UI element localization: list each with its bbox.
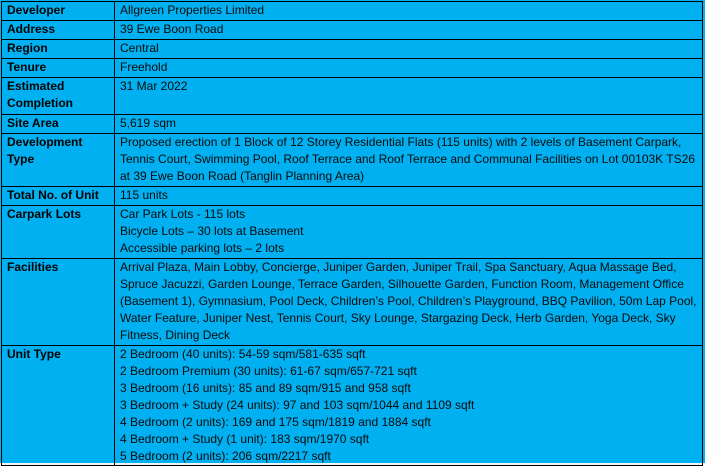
row-development-type: [2, 134, 703, 187]
row-label: Development Type: [2, 134, 115, 187]
row-value: Proposed erection of 1 Block of 12 Storey Residential Flats (115 units) with 2 levels of Basement Carpark, Tennis Court, Swimming Pool, Roof Terrace and Roof Terrace and Communal Facilities on Lot 00103K TS26 at 39 Ewe Boon Road (Tanglin Planning Area): [115, 134, 703, 187]
row-value: 115 units: [115, 187, 703, 206]
row-label: Site Area: [2, 115, 115, 134]
row-label: Region: [2, 40, 115, 59]
row-label: Tenure: [2, 59, 115, 78]
row-label: Unit Type: [2, 346, 115, 466]
row-developer: [2, 2, 703, 21]
unit-type-line: 4 Bedroom + Study (1 unit): 183 sqm/1970 sqft: [120, 432, 370, 446]
row-tenure: [2, 59, 703, 78]
unit-type-line: 3 Bedroom + Study (24 units): 97 and 103 sqm/1044 and 1109 sqft: [120, 398, 475, 412]
row-value: [115, 346, 703, 466]
row-value: Allgreen Properties Limited: [115, 2, 703, 21]
row-label: Carpark Lots: [2, 206, 115, 259]
row-total-units: [2, 187, 703, 206]
row-label: Facilities: [2, 259, 115, 346]
row-site-area: [2, 115, 703, 134]
row-facilities: [2, 259, 703, 346]
row-region: [2, 40, 703, 59]
unit-type-line: 4 Bedroom (2 units): 169 and 175 sqm/1819 and 1884 sqft: [120, 415, 431, 429]
carpark-line: Car Park Lots - 115 lots: [120, 207, 246, 221]
row-value: [115, 206, 703, 259]
row-unit-type: [2, 346, 703, 466]
row-label: Developer: [2, 2, 115, 21]
row-label: Total No. of Unit: [2, 187, 115, 206]
row-value: 5,619 sqm: [115, 115, 703, 134]
carpark-line: Accessible parking lots – 2 lots: [120, 241, 285, 255]
row-label: Estimated Completion: [2, 78, 115, 115]
project-details-table: [1, 1, 703, 466]
row-estimated-completion: [2, 78, 703, 115]
row-value: Freehold: [115, 59, 703, 78]
unit-type-line: 3 Bedroom (16 units): 85 and 89 sqm/915 and 958 sqft: [120, 381, 411, 395]
row-carpark-lots: [2, 206, 703, 259]
row-value: Central: [115, 40, 703, 59]
carpark-line: Bicycle Lots – 30 lots at Basement: [120, 224, 304, 238]
row-value: 31 Mar 2022: [115, 78, 703, 115]
unit-type-line: 2 Bedroom (40 units): 54-59 sqm/581-635 sqft: [120, 347, 366, 361]
unit-type-line: 2 Bedroom Premium (30 units): 61-67 sqm/657-721 sqft: [120, 364, 417, 378]
row-value: Arrival Plaza, Main Lobby, Concierge, Juniper Garden, Juniper Trail, Spa Sanctuary, Aqua Massage Bed, Spruce Jacuzzi, Garden Lounge, Terrace Garden, Silhouette Garden, Function Room, Management Office (Basement 1), Gymnasium, Pool Deck, Children’s Pool, Children’s Playground, BBQ Pavilion, 50m Lap Pool, Water Feature, Juniper Nest, Tennis Court, Sky Lounge, Stargazing Deck, Herb Garden, Yoga Deck, Sky Fitness, Dining Deck: [115, 259, 703, 346]
row-label: Address: [2, 21, 115, 40]
row-address: [2, 21, 703, 40]
row-value: 39 Ewe Boon Road: [115, 21, 703, 40]
unit-type-line: 5 Bedroom (2 units): 206 sqm/2217 sqft: [120, 449, 331, 463]
